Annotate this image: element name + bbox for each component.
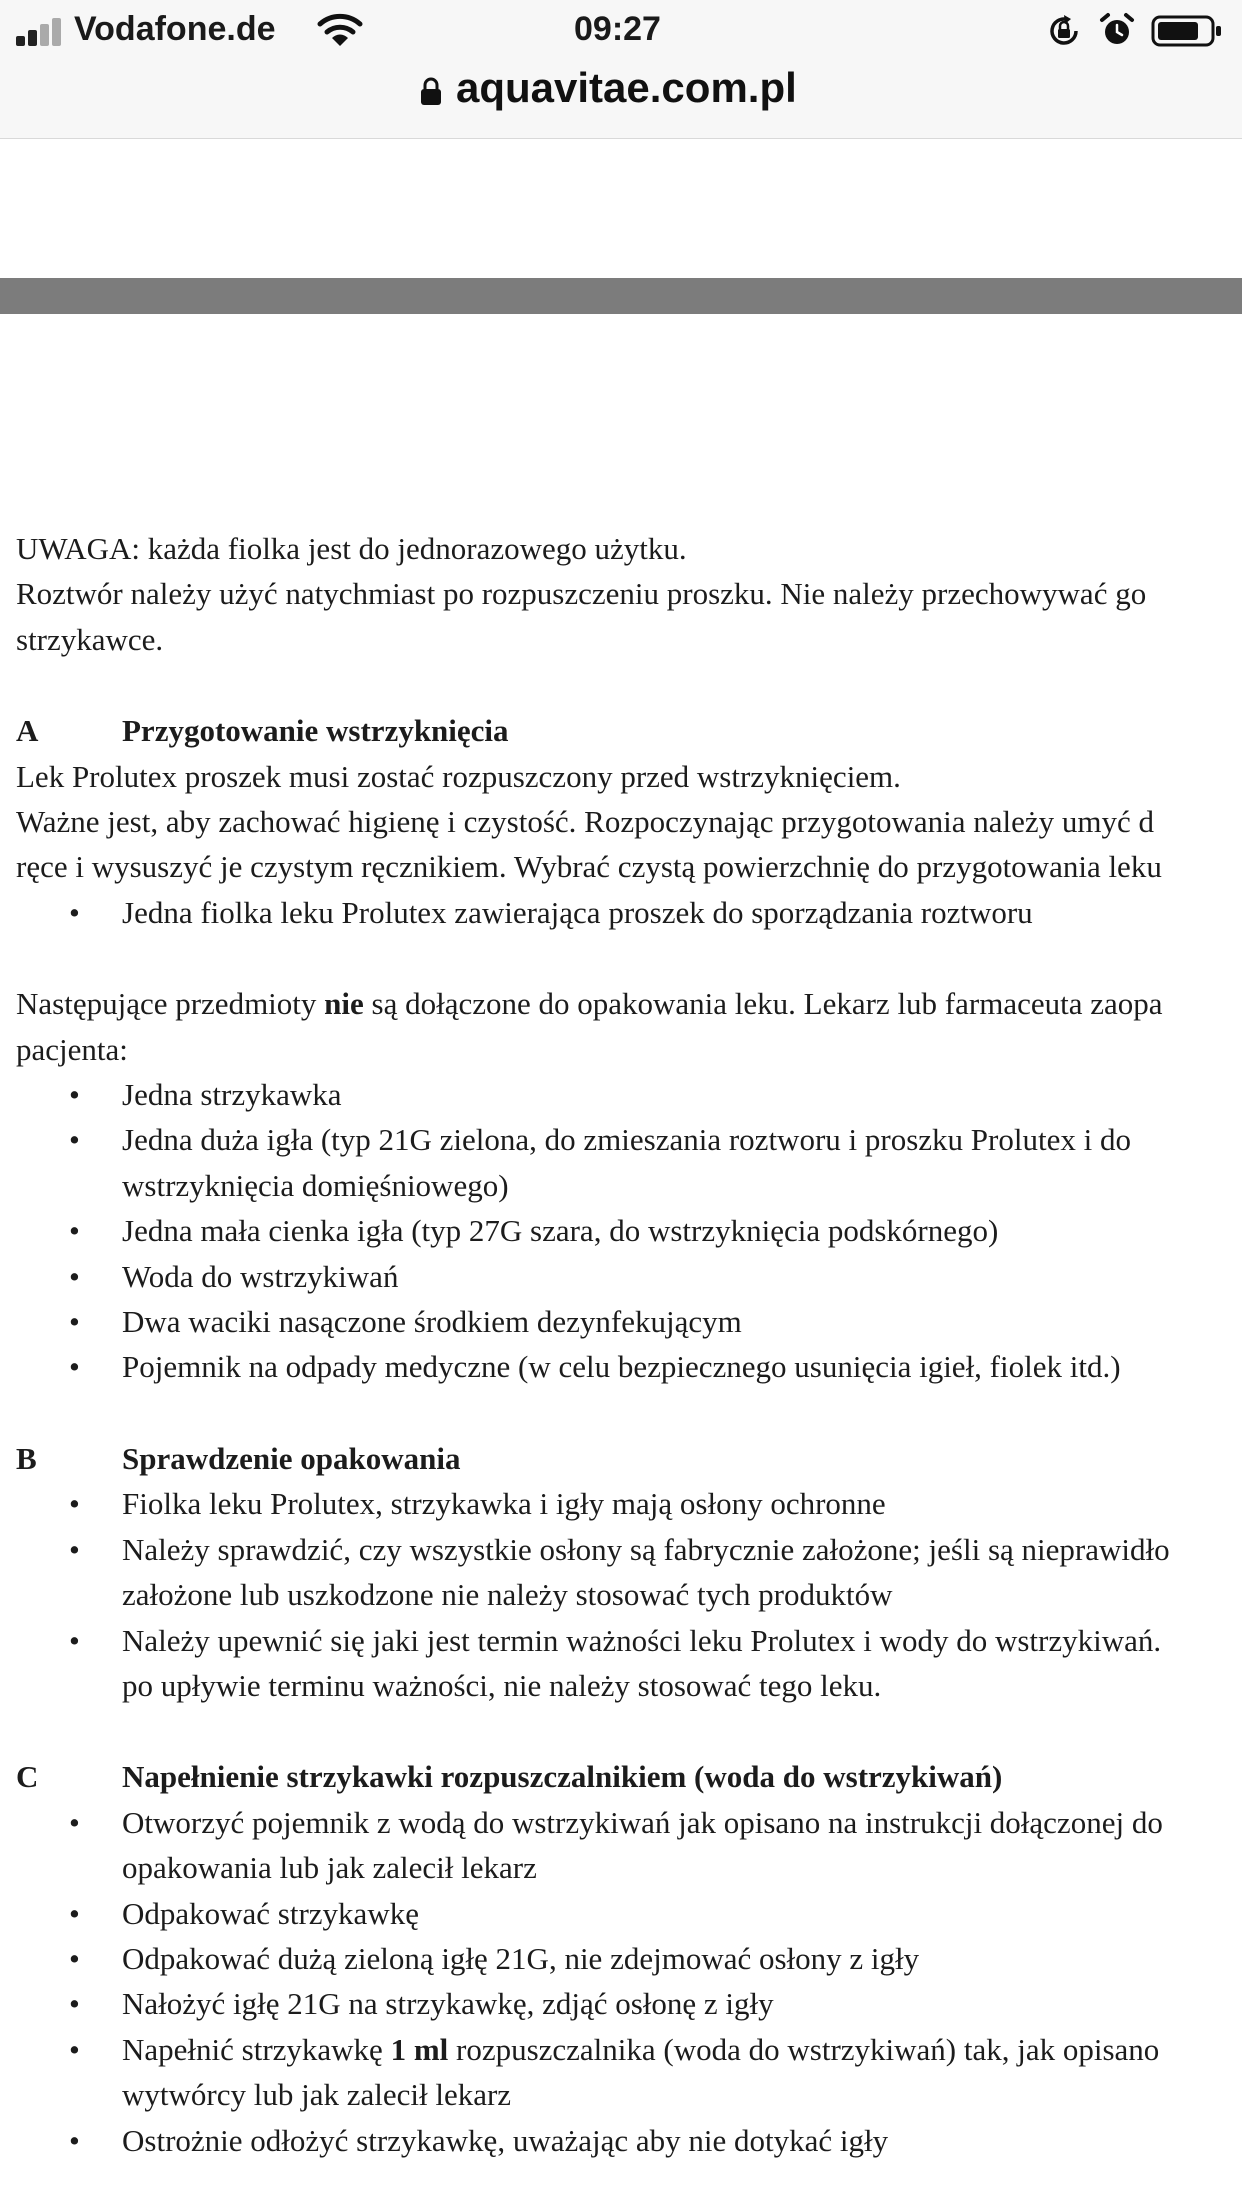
list-item: • Nałożyć igłę 21G na strzykawkę, zdjąć osłonę z igły bbox=[69, 1986, 774, 2022]
address-bar[interactable] bbox=[0, 62, 1242, 139]
section-letter: A bbox=[16, 713, 39, 749]
status-time: 09:27 bbox=[574, 10, 661, 48]
section-a-text: Ważne jest, aby zachować higienę i czystość. Rozpoczynając przygotowania należy umyć d bbox=[16, 804, 1154, 840]
list-item: • Pojemnik na odpady medyczne (w celu bezpiecznego usunięcia igieł, fiolek itd.) bbox=[69, 1349, 1121, 1385]
url-text[interactable]: aquavitae.com.pl bbox=[456, 64, 797, 111]
intro-text-line: Roztwór należy użyć natychmiast po rozpuszczeniu proszku. Nie należy przechowywać go bbox=[16, 576, 1147, 612]
rotation-lock-icon bbox=[1047, 14, 1081, 48]
list-item: • Należy upewnić się jaki jest termin ważności leku Prolutex i wody do wstrzykiwań. po upływie terminu ważności, nie należy stosować tego leku. bbox=[69, 1622, 1162, 1703]
list-item: • Fiolka leku Prolutex, strzykawka i igły mają osłony ochronne bbox=[69, 1486, 886, 1522]
list-item: • Woda do wstrzykiwań bbox=[69, 1258, 399, 1294]
section-c-list bbox=[16, 1800, 1242, 2163]
signal-icon bbox=[16, 16, 66, 46]
list-item: • Jedna mała cienka igła (typ 27G szara, do wstrzyknięcia podskórnego) bbox=[69, 1213, 999, 1249]
list-item: • Jedna strzykawka bbox=[69, 1077, 342, 1113]
section-a-heading bbox=[16, 708, 1242, 753]
list-item: • Dwa waciki nasączone środkiem dezynfekującym bbox=[69, 1304, 742, 1340]
document-body bbox=[16, 526, 1242, 2208]
section-b-heading bbox=[16, 1436, 1242, 1481]
section-a-text: Lek Prolutex proszek musi zostać rozpuszczony przed wstrzyknięciem. bbox=[16, 758, 901, 794]
section-title: Przygotowanie wstrzyknięcia bbox=[122, 713, 509, 749]
list-item: • Odpakować strzykawkę bbox=[69, 1895, 419, 1931]
list-item: • Odpakować dużą zieloną igłę 21G, nie zdejmować osłony z igły bbox=[69, 1940, 920, 1976]
page-banner bbox=[0, 278, 1242, 314]
list-item: • Napełnić strzykawkę 1 ml rozpuszczalnika (woda do wstrzykiwań) tak, jak opisano wytwórcy lub jak zalecił lekarz bbox=[69, 2031, 1160, 2113]
section-c-heading bbox=[16, 1754, 1242, 1799]
battery-icon bbox=[1151, 14, 1223, 48]
items-intro-line: pacjenta: bbox=[16, 1031, 128, 1067]
list-item: • Jedna duża igła (typ 21G zielona, do zmieszania roztworu i proszku Prolutex i do wstrzyknięcia domięśniowego) bbox=[69, 1122, 1131, 1203]
list-item: • Jedna fiolka leku Prolutex zawierająca proszek do sporządzania roztworu bbox=[69, 894, 1033, 930]
list-item: • Ostrożnie odłożyć strzykawkę, uważając aby nie dotykać igły bbox=[69, 2122, 889, 2158]
status-bar bbox=[0, 0, 1242, 62]
section-b-list bbox=[16, 1481, 1242, 1708]
section-letter: B bbox=[16, 1440, 37, 1476]
alarm-icon bbox=[1099, 12, 1135, 48]
items-intro: Następujące przedmioty nie są dołączone do opakowania leku. Lekarz lub farmaceuta zaopa bbox=[16, 986, 1163, 1022]
section-title: Sprawdzenie opakowania bbox=[122, 1440, 461, 1476]
section-title: Napełnienie strzykawki rozpuszczalnikiem (woda do wstrzykiwań) bbox=[122, 1759, 1003, 1795]
wifi-icon bbox=[316, 12, 364, 48]
section-letter: C bbox=[16, 1759, 39, 1795]
warning-text: UWAGA: każda fiolka jest do jednorazowego użytku. bbox=[16, 531, 687, 566]
section-a-text: ręce i wysuszyć je czystym ręcznikiem. Wybrać czystą powierzchnię do przygotowania leku bbox=[16, 849, 1162, 885]
intro-text-line: strzykawce. bbox=[16, 621, 164, 657]
carrier-name: Vodafone.de bbox=[74, 10, 276, 48]
list-item: • Należy sprawdzić, czy wszystkie osłony są fabrycznie założone; jeśli są nieprawidło założone lub uszkodzone nie należy stosować tych produktów bbox=[69, 1531, 1170, 1613]
list-item: • Otworzyć pojemnik z wodą do wstrzykiwań jak opisano na instrukcji dołączonej do opakowania lub jak zalecił lekarz bbox=[69, 1804, 1163, 1886]
lock-icon bbox=[420, 76, 442, 106]
items-list bbox=[16, 1072, 1242, 1390]
section-a-list bbox=[16, 890, 1242, 935]
